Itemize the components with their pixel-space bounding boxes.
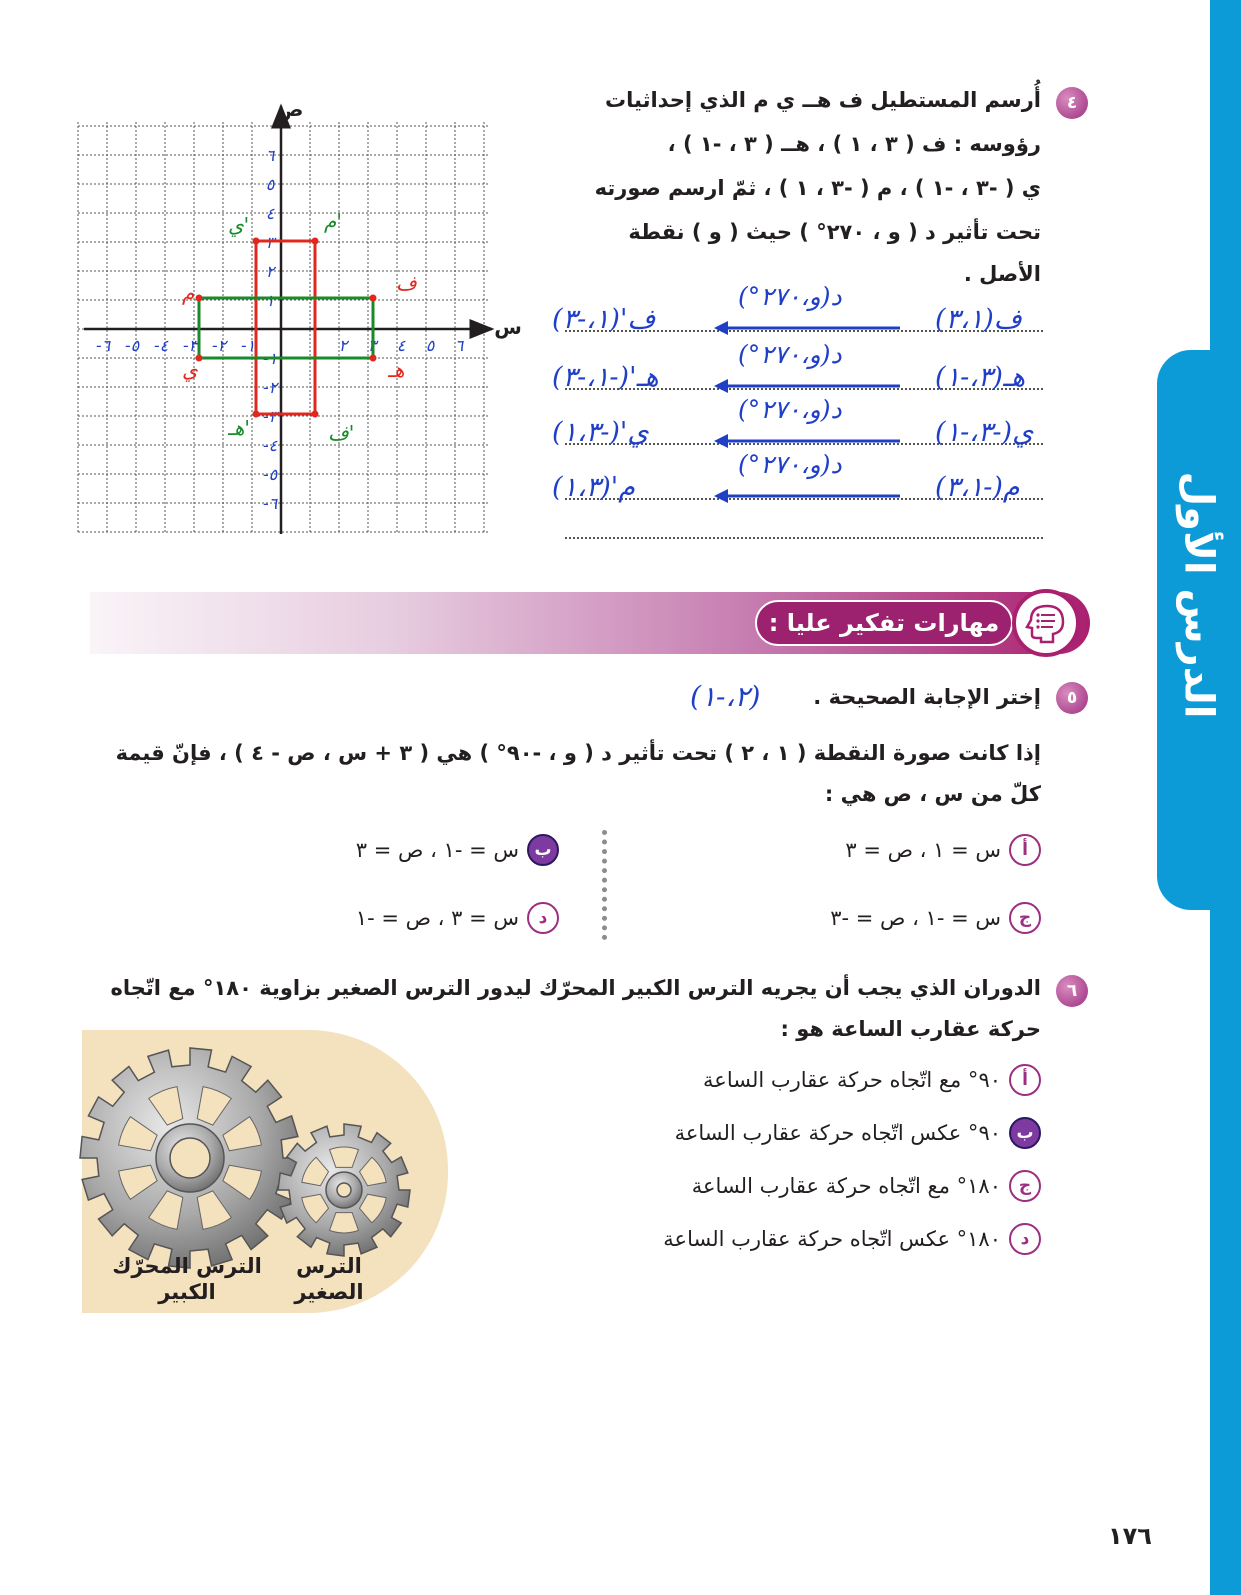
q6-option-a-letter: أ (1009, 1064, 1041, 1096)
x-tick-label: -٥ (124, 336, 140, 355)
y-tick-label: ٦ (265, 146, 275, 165)
q5-option-a[interactable] (845, 834, 1041, 866)
q6-option-a-text: ٩٠° مع اتّجاه حركة عقارب الساعة (703, 1068, 1001, 1092)
big-gear-icon (80, 1048, 300, 1268)
q6-option-b[interactable] (675, 1117, 1041, 1149)
question-5-number: ٥ (1056, 682, 1088, 714)
x-tick-label: ٣ (367, 336, 377, 355)
answer-point: ف(٣،١) (935, 304, 1022, 335)
page-number: ١٧٦ (1108, 1522, 1152, 1550)
q4-line-5: الأصل . (963, 262, 1041, 286)
q5-option-a-letter: أ (1009, 834, 1041, 866)
question-6-number: ٦ (1056, 975, 1088, 1007)
answer-transform: د(و،٢٧٠°) (738, 450, 842, 479)
thinking-head-icon (1012, 589, 1080, 657)
label-m: م (182, 281, 195, 305)
answer-point: ي(-٣،-١) (935, 417, 1034, 448)
x-tick-label: -٦ (95, 336, 111, 355)
vertex-dot (312, 411, 319, 418)
answer-image: ي'(-١،٣) (552, 417, 649, 448)
q5-option-d-text: س = ٣ ، ص = -١ (355, 906, 519, 930)
y-axis-label: ص (276, 97, 304, 121)
x-tick-label: ١ (309, 336, 319, 355)
vertex-dot (370, 355, 377, 362)
answer-arrow-icon (712, 376, 902, 396)
q5-handwritten-note: (٢،-١) (690, 680, 761, 713)
q5-option-a-text: س = ١ ، ص = ٣ (845, 838, 1001, 862)
q6-option-a[interactable] (703, 1064, 1041, 1096)
vertex-dot (312, 238, 319, 245)
q5-option-d-letter: د (527, 902, 559, 934)
y-tick-label: ٣ (265, 233, 275, 252)
vertex-dot (253, 238, 260, 245)
label-m-image: م' (324, 209, 342, 233)
vertex-dot (370, 295, 377, 302)
q4-line-2: رؤوسه : ف ( ٣ ، ١ ) ، هــ ( ٣ ، -١ ) ، (667, 132, 1041, 156)
q4-line-3: ي ( -٣ ، -١ ) ، م ( -٣ ، ١ ) ، ثمّ ارسم صورته (594, 176, 1041, 200)
label-f: ف (396, 271, 417, 295)
answer-point: هـ(٣،-١) (935, 362, 1026, 393)
big-gear-label-line-1: الترس المحرّك (112, 1254, 262, 1278)
answer-transform: د(و،٢٧٠°) (738, 282, 842, 311)
empty-answer-line (565, 537, 1043, 539)
q6-option-d-text: ١٨٠° عكس اتّجاه حركة عقارب الساعة (663, 1227, 1001, 1251)
answer-transform: د(و،٢٧٠°) (738, 340, 842, 369)
label-h-image: هـ' (228, 416, 250, 440)
grid-lines (78, 122, 488, 532)
x-tick-label: ٤ (396, 336, 406, 355)
label-y-image: ي' (228, 213, 250, 237)
q5-prompt: إختر الإجابة الصحيحة . (813, 685, 1041, 709)
x-tick-label: -٣ (182, 336, 198, 355)
small-gear-icon (278, 1124, 410, 1256)
lesson-tab[interactable] (1157, 350, 1241, 910)
q6-option-d-letter: د (1009, 1223, 1041, 1255)
x-tick-label: ٢ (338, 336, 348, 355)
y-tick-label: ٥ (265, 175, 275, 194)
q6-line-2: حركة عقارب الساعة هو : (780, 1017, 1041, 1041)
label-f-image: ف' (328, 421, 355, 445)
q5-option-c-text: س = -١ ، ص = -٣ (830, 906, 1001, 930)
q6-option-c[interactable] (692, 1170, 1041, 1202)
answer-arrow-icon (712, 318, 902, 338)
big-gear-label-line-2: الكبير (158, 1280, 216, 1304)
answer-image: هـ'(-١،-٣) (552, 362, 659, 393)
y-tick-label: -٢ (262, 378, 278, 397)
y-tick-label: -٦ (262, 494, 278, 513)
y-tick-label: -٥ (262, 465, 278, 484)
small-gear-label-line-1: الترس (296, 1254, 362, 1278)
q6-option-c-text: ١٨٠° مع اتّجاه حركة عقارب الساعة (691, 1174, 1001, 1198)
y-tick-label: -٣ (262, 407, 278, 426)
q6-option-d[interactable] (663, 1223, 1041, 1255)
y-tick-label: ٢ (265, 262, 275, 281)
x-tick-label: -٢ (211, 336, 227, 355)
answer-arrow-icon (712, 486, 902, 506)
q5-option-d[interactable] (356, 902, 559, 934)
y-tick-label: ٤ (265, 204, 275, 223)
q5-option-b-letter: ب (527, 834, 559, 866)
answer-transform: د(و،٢٧٠°) (738, 395, 842, 424)
small-gear-label-line-2: الصغير (294, 1280, 364, 1304)
x-tick-label: -١ (240, 336, 256, 355)
q5-option-c-letter: ج (1009, 902, 1041, 934)
y-tick-label: ١ (265, 291, 275, 310)
vertex-dot (196, 295, 203, 302)
answer-image: ف'(١،-٣) (552, 304, 656, 335)
big-gear-label (112, 1253, 262, 1305)
lesson-label: الدرس الأول (1176, 471, 1222, 719)
small-gear-label (284, 1253, 374, 1305)
q6-option-c-letter: ج (1009, 1170, 1041, 1202)
vertex-dot (253, 411, 260, 418)
options-divider (602, 830, 607, 940)
label-y: ي (182, 358, 198, 382)
gear-hole (337, 1183, 351, 1197)
x-tick-label: -٤ (153, 336, 169, 355)
answer-image: م'(١،٣) (552, 472, 635, 503)
x-tick-label: ٥ (425, 336, 435, 355)
q6-option-b-text: ٩٠° عكس اتّجاه حركة عقارب الساعة (674, 1121, 1001, 1145)
answer-point: م(-٣،١) (935, 472, 1020, 503)
q4-line-1: أُرسم المستطيل ف هــ ي م الذي إحداثيات (605, 88, 1041, 112)
q5-line-1: إذا كانت صورة النقطة ( ١ ، ٢ ) تحت تأثير د ( و ، -٩٠° ) هي ( ٣ + س ، ص - ٤ ) ، فإنّ قيمة (115, 741, 1041, 765)
banner-title: مهارات تفكير عليا : (755, 600, 1013, 646)
q6-line-1: الدوران الذي يجب أن يجريه الترس الكبير المحرّك ليدور الترس الصغير بزاوية ١٨٠° مع اتّجاه (110, 976, 1041, 1000)
question-4-number: ٤ (1056, 87, 1088, 119)
coordinate-grid (78, 97, 522, 540)
y-tick-label: -١ (262, 349, 278, 368)
gear-hole (170, 1138, 210, 1178)
lesson-label-wrap (1160, 405, 1238, 785)
x-tick-label: ٦ (454, 336, 464, 355)
q5-line-2: كلّ من س ، ص هي : (824, 782, 1041, 806)
y-tick-label: -٤ (262, 436, 278, 455)
q5-option-b-text: س = -١ ، ص = ٣ (355, 838, 519, 862)
q6-option-b-letter: ب (1009, 1117, 1041, 1149)
q5-option-c[interactable] (830, 902, 1041, 934)
x-axis-label: س (494, 315, 522, 339)
label-h: هـ (388, 358, 405, 382)
q4-line-4: تحت تأثير د ( و ، ٢٧٠° ) حيث ( و ) نقطة (628, 220, 1041, 244)
answer-arrow-icon (712, 431, 902, 451)
q5-option-b[interactable] (356, 834, 559, 866)
